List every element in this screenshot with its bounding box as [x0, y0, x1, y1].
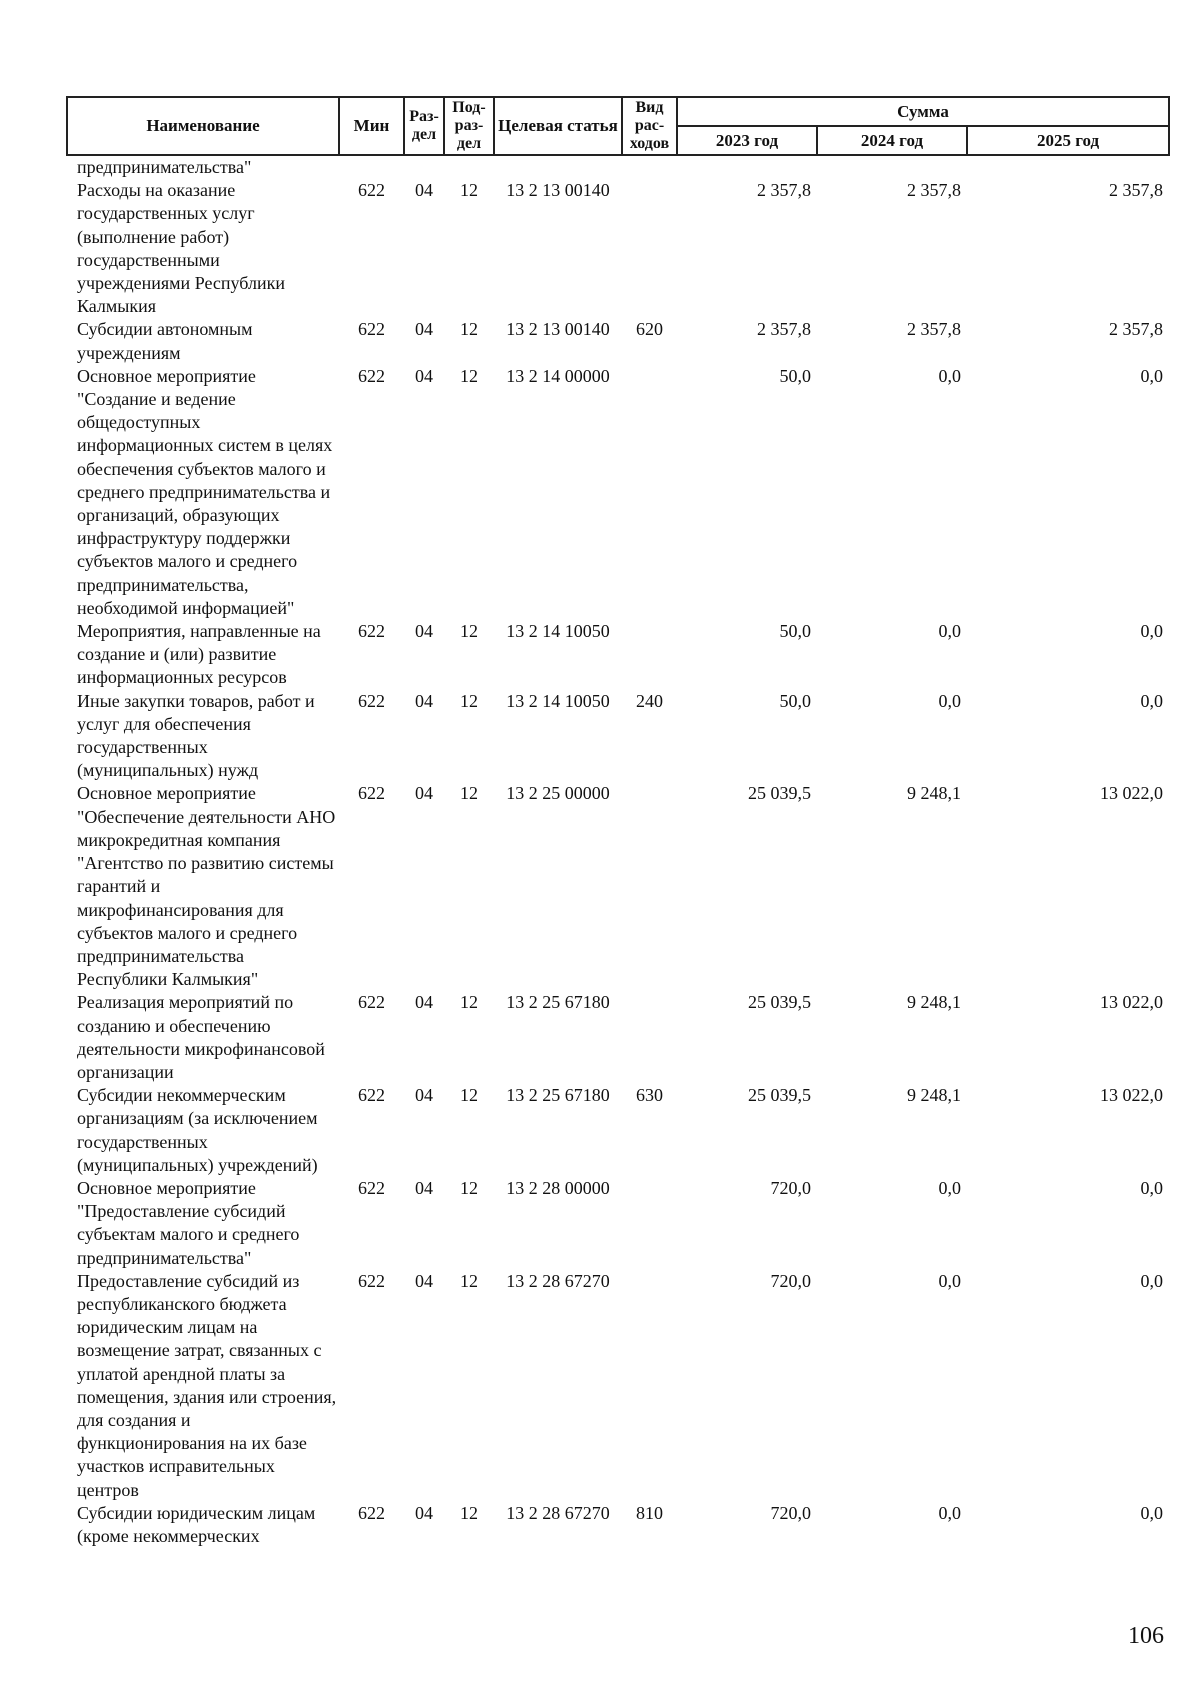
- row-razdel: [404, 155, 444, 179]
- row-razdel: 04: [415, 319, 433, 340]
- row-razdel: 04: [415, 1502, 433, 1523]
- row-name: Расходы на оказание государственных услуг (выполнение работ) государственными учреждениями Республики Калмыкия: [77, 180, 285, 317]
- row-podrazdel: 12: [460, 690, 478, 711]
- row-sum-2025: [967, 155, 1169, 179]
- row-name: Иные закупки товаров, работ и услуг для обеспечения государственных (муниципальных) нужд: [77, 690, 315, 781]
- header-vid-rashodov: Вид рас-ходов: [622, 97, 677, 155]
- row-min: 622: [358, 365, 385, 386]
- row-sum-2023: 2 357,8: [757, 180, 811, 201]
- row-min: 622: [358, 1085, 385, 1106]
- row-vid-rashodov: 810: [636, 1502, 663, 1523]
- row-min: 622: [358, 690, 385, 711]
- row-podrazdel: 12: [460, 992, 478, 1013]
- row-vid-rashodov: [622, 1270, 677, 1502]
- row-celevaya-statya: 13 2 14 10050: [506, 690, 610, 711]
- row-celevaya-statya: 13 2 28 67270: [506, 1502, 610, 1523]
- row-podrazdel: 12: [460, 1085, 478, 1106]
- row-sum-2024: 0,0: [938, 1177, 961, 1198]
- row-razdel: 04: [415, 1085, 433, 1106]
- row-celevaya-statya: 13 2 13 00140: [506, 180, 610, 201]
- row-sum-2023: 720,0: [770, 1270, 811, 1291]
- row-sum-2024: 9 248,1: [907, 1085, 961, 1106]
- document-page: [66, 96, 1168, 1548]
- header-razdel: Раз-дел: [404, 97, 444, 155]
- table-row: [67, 991, 1169, 1084]
- header-celevaya-statya: Целевая статья: [494, 97, 622, 155]
- row-vid-rashodov: [622, 991, 677, 1084]
- row-celevaya-statya: 13 2 28 00000: [506, 1177, 610, 1198]
- row-sum-2025: 0,0: [1140, 1502, 1164, 1523]
- row-vid-rashodov: [622, 620, 677, 690]
- table-row: [67, 179, 1169, 318]
- page-number: 106: [1128, 1623, 1164, 1649]
- row-vid-rashodov: 620: [636, 319, 663, 340]
- header-year-2024: 2024 год: [817, 126, 967, 155]
- row-name: предпринимательства": [77, 157, 252, 177]
- row-sum-2024: 0,0: [938, 621, 961, 642]
- row-vid-rashodov: [622, 365, 677, 620]
- row-sum-2025: 0,0: [1140, 1177, 1164, 1198]
- table-row: [67, 318, 1169, 364]
- row-celevaya-statya: [494, 155, 622, 179]
- row-min: 622: [358, 1177, 385, 1198]
- row-razdel: 04: [415, 180, 433, 201]
- row-sum-2024: [817, 155, 967, 179]
- row-vid-rashodov: [622, 179, 677, 318]
- row-name: Субсидии некоммерческим организациям (за исключением государственных (муниципальных) учреждений): [77, 1085, 318, 1175]
- row-sum-2024: 0,0: [938, 690, 961, 711]
- row-razdel: 04: [415, 621, 433, 642]
- row-sum-2024: 9 248,1: [907, 783, 961, 804]
- row-celevaya-statya: 13 2 14 10050: [506, 621, 610, 642]
- row-celevaya-statya: 13 2 25 67180: [506, 992, 610, 1013]
- row-name: Реализация мероприятий по созданию и обеспечению деятельности микрофинансовой организации: [77, 992, 325, 1082]
- row-min: 622: [358, 319, 385, 340]
- row-min: 622: [358, 180, 385, 201]
- row-sum-2024: 2 357,8: [907, 180, 961, 201]
- row-min: 622: [358, 1502, 385, 1523]
- budget-table: [66, 96, 1170, 1548]
- row-celevaya-statya: 13 2 28 67270: [506, 1270, 610, 1291]
- row-sum-2024: 0,0: [938, 365, 961, 386]
- row-vid-rashodov: 630: [636, 1085, 663, 1106]
- header-name: Наименование: [67, 97, 339, 155]
- row-podrazdel: 12: [460, 621, 478, 642]
- table-row: [67, 1270, 1169, 1502]
- row-razdel: 04: [415, 690, 433, 711]
- row-podrazdel: 12: [460, 365, 478, 386]
- row-razdel: 04: [415, 1270, 433, 1291]
- row-celevaya-statya: 13 2 13 00140: [506, 319, 610, 340]
- header-summa: Сумма: [677, 97, 1169, 126]
- row-sum-2023: [677, 155, 817, 179]
- row-sum-2024: 0,0: [938, 1502, 961, 1523]
- row-sum-2024: 2 357,8: [907, 319, 961, 340]
- table-row: [67, 1502, 1169, 1548]
- table-body: [67, 155, 1169, 1548]
- row-sum-2024: 9 248,1: [907, 992, 961, 1013]
- table-row: [67, 690, 1169, 783]
- row-vid-rashodov: 240: [636, 690, 663, 711]
- row-name: Основное мероприятие "Предоставление субсидий субъектам малого и среднего предпринимательства": [77, 1177, 300, 1268]
- row-sum-2023: 2 357,8: [757, 319, 811, 340]
- table-row: [67, 620, 1169, 690]
- table-row: [67, 155, 1169, 179]
- table-header: [67, 97, 1169, 155]
- row-vid-rashodov: [622, 1177, 677, 1270]
- row-podrazdel: [444, 155, 494, 179]
- row-podrazdel: 12: [460, 319, 478, 340]
- row-sum-2023: 50,0: [779, 365, 811, 386]
- table-row: [67, 1177, 1169, 1270]
- row-min: 622: [358, 992, 385, 1013]
- row-razdel: 04: [415, 783, 433, 804]
- row-sum-2023: 50,0: [779, 621, 811, 642]
- row-min: 622: [358, 1270, 385, 1291]
- row-name: Мероприятия, направленные на создание и (или) развитие информационных ресурсов: [77, 621, 321, 688]
- table-row: [67, 1084, 1169, 1177]
- row-sum-2025: 0,0: [1140, 365, 1164, 386]
- row-razdel: 04: [415, 992, 433, 1013]
- header-min: Мин: [339, 97, 404, 155]
- header-year-2025: 2025 год: [967, 126, 1169, 155]
- row-sum-2023: 720,0: [770, 1177, 811, 1198]
- row-name: Предоставление субсидий из республиканского бюджета юридическим лицам на возмещение затрат, связанных с уплатой арендной платы за помещения, здания или строения, для создания и функционирования на их базе участков исправительных центров: [77, 1270, 337, 1500]
- row-sum-2023: 720,0: [770, 1502, 811, 1523]
- row-podrazdel: 12: [460, 783, 478, 804]
- row-razdel: 04: [415, 1177, 433, 1198]
- row-sum-2023: 25 039,5: [748, 992, 811, 1013]
- row-celevaya-statya: 13 2 25 67180: [506, 1085, 610, 1106]
- row-sum-2025: 0,0: [1140, 1270, 1164, 1291]
- row-vid-rashodov: [622, 782, 677, 991]
- row-sum-2023: 25 039,5: [748, 1085, 811, 1106]
- row-min: 622: [358, 783, 385, 804]
- row-podrazdel: 12: [460, 1177, 478, 1198]
- row-sum-2024: 0,0: [938, 1270, 961, 1291]
- row-min: [339, 155, 404, 179]
- table-row: [67, 782, 1169, 991]
- row-sum-2025: 2 357,8: [1109, 319, 1164, 340]
- row-name: Субсидии автономным учреждениям: [77, 319, 253, 363]
- row-sum-2025: 0,0: [1140, 690, 1164, 711]
- row-sum-2025: 0,0: [1140, 621, 1164, 642]
- row-sum-2025: 13 022,0: [1100, 1085, 1164, 1106]
- row-podrazdel: 12: [460, 1502, 478, 1523]
- header-podrazdel: Под-раз-дел: [444, 97, 494, 155]
- row-podrazdel: 12: [460, 1270, 478, 1291]
- row-name: Основное мероприятие "Создание и ведение общедоступных информационных систем в целях обеспечения субъектов малого и среднего предпринимательства и организаций, образующих инфраструктуру поддержки субъектов малого и среднего предпринимательства, необходимой информацией": [77, 365, 333, 618]
- row-celevaya-statya: 13 2 25 00000: [506, 783, 610, 804]
- row-name: Субсидии юридическим лицам (кроме некоммерческих: [77, 1502, 316, 1546]
- row-sum-2023: 25 039,5: [748, 783, 811, 804]
- row-sum-2025: 2 357,8: [1109, 180, 1164, 201]
- row-sum-2023: 50,0: [779, 690, 811, 711]
- row-name: Основное мероприятие "Обеспечение деятельности АНО микрокредитная компания "Агентство по развитию системы гарантий и микрофинансирования для субъектов малого и среднего предпринимательства Республики Калмыкия": [77, 783, 336, 990]
- row-podrazdel: 12: [460, 180, 478, 201]
- row-razdel: 04: [415, 365, 433, 386]
- table-row: [67, 365, 1169, 620]
- row-min: 622: [358, 621, 385, 642]
- row-vid-rashodov: [622, 155, 677, 179]
- header-year-2023: 2023 год: [677, 126, 817, 155]
- row-celevaya-statya: 13 2 14 00000: [506, 365, 610, 386]
- row-sum-2025: 13 022,0: [1100, 992, 1164, 1013]
- row-sum-2025: 13 022,0: [1100, 783, 1164, 804]
